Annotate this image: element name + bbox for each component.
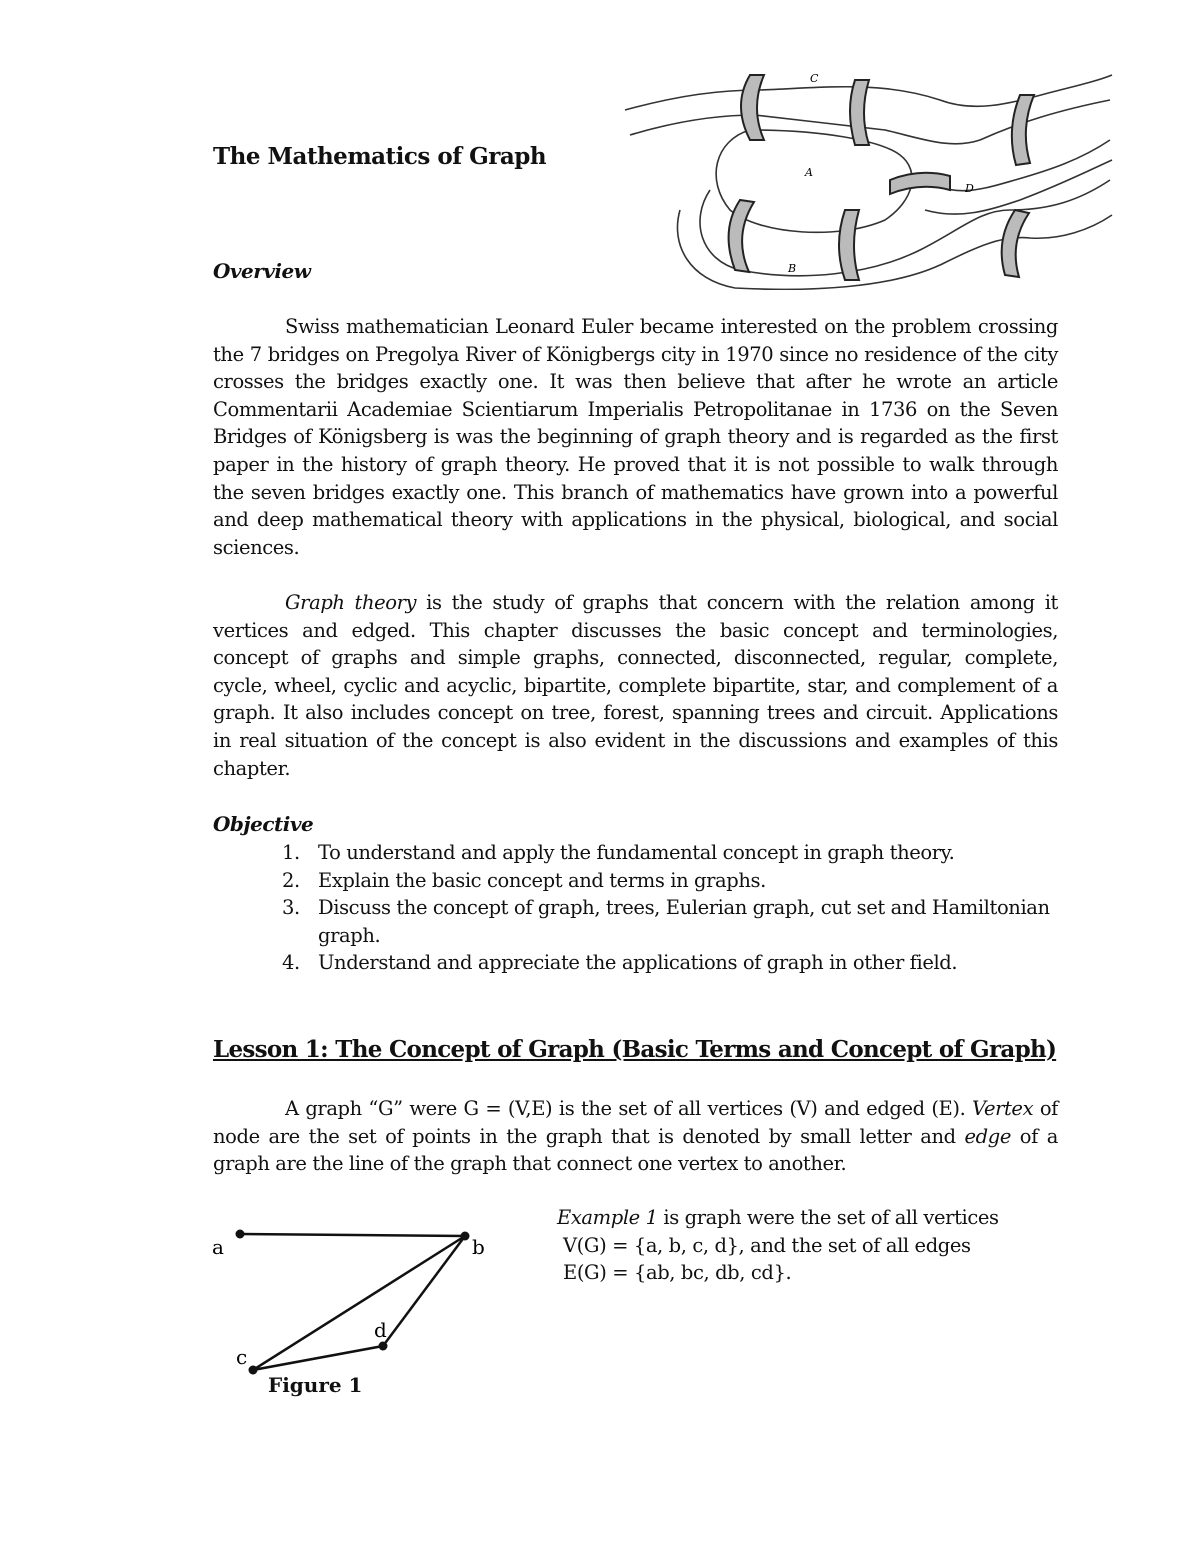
vertex-label-c: c	[236, 1345, 248, 1369]
konigsberg-bridges-illustration	[620, 60, 1115, 290]
objective-item: 3. Discuss the concept of graph, trees, Eulerian graph, cut set and Hamiltonian graph.	[282, 896, 1050, 947]
vertex-b	[461, 1232, 470, 1241]
graph-theory-text: is the study of graphs that concern with the relation among it vertices and edged. This chapter discusses the basic concept and terminologies, concept of graphs and simple graphs, connected, disconnected, regular, complete, cycle, wheel, cyclic and acyclic, bipartite, complete bipartite, star, and complement of a graph. It also includes concept on tree, forest, spanning trees and circuit. Applications in real situation of the concept is also evident in the discussions and examples of this chapter.	[213, 591, 1058, 780]
vertex-d	[379, 1342, 388, 1351]
edge-term: edge	[964, 1124, 1011, 1148]
vertex-label-a: a	[212, 1235, 224, 1259]
edge-bd	[383, 1236, 465, 1346]
example-1-block: Example 1 is graph were the set of all vertices V(G) = {a, b, c, d}, and the set of all edges E(G) = {ab, bc, db, cd}.	[557, 1204, 1057, 1287]
bridge-label-a: A	[805, 166, 813, 179]
edge-ab	[240, 1234, 465, 1236]
example-1-term: Example 1	[557, 1206, 658, 1229]
overview-paragraph: Swiss mathematician Leonard Euler became interested on the problem crossing the 7 bridges on Pregolya River of Königbergs city in 1970 since no residence of the city crosses the bridges exactly one. It was then believe that after he wrote an article Commentarii Academiae Scientiarum Imperialis Petropolitanae in 1736 on the Seven Bridges of Königsberg is was the beginning of graph theory and is regarded as the first paper in the history of graph theory. He proved that it is not possible to walk through the seven bridges exactly one. This branch of mathematics have grown into a powerful and deep mathematical theory with applications in the physical, biological, and social sciences.	[213, 315, 1058, 559]
figure-1-caption: Figure 1	[268, 1373, 363, 1397]
document-title: The Mathematics of Graph	[213, 143, 547, 170]
graph-theory-term: Graph theory	[285, 591, 417, 614]
bridge-label-d: D	[965, 182, 974, 195]
bridge-label-c: C	[810, 72, 819, 85]
edge-set-line: E(G) = {ab, bc, db, cd}.	[563, 1261, 792, 1285]
vertex-a	[236, 1230, 245, 1239]
objective-heading: Objective	[213, 812, 314, 836]
objective-item: 1. To understand and apply the fundamental concept in graph theory.	[282, 841, 955, 864]
graph-definition-paragraph: A graph “G” were G = (V,E) is the set of all vertices (V) and edged (E). Vertex of node are the set of points in the graph that is denoted by small letter and edge of a graph are the line of the graph that connect one vertex to another.	[213, 1097, 1058, 1176]
bridge-label-b: B	[788, 262, 797, 275]
vertex-label-d: d	[374, 1318, 387, 1342]
lesson-1-title: Lesson 1: The Concept of Graph (Basic Terms and Concept of Graph)	[213, 1036, 1057, 1063]
overview-heading: Overview	[213, 259, 311, 283]
objective-list	[282, 839, 1078, 977]
vertex-term: Vertex	[972, 1097, 1034, 1120]
vertex-set-line: V(G) = {a, b, c, d}, and the set of all edges	[563, 1233, 971, 1257]
vertex-label-b: b	[472, 1235, 485, 1259]
objective-item: 2. Explain the basic concept and terms in graphs.	[282, 868, 766, 892]
vertex-c	[249, 1366, 258, 1375]
graph-theory-paragraph	[213, 589, 1058, 782]
objective-item: 4. Understand and appreciate the applications of graph in other field.	[282, 951, 958, 975]
